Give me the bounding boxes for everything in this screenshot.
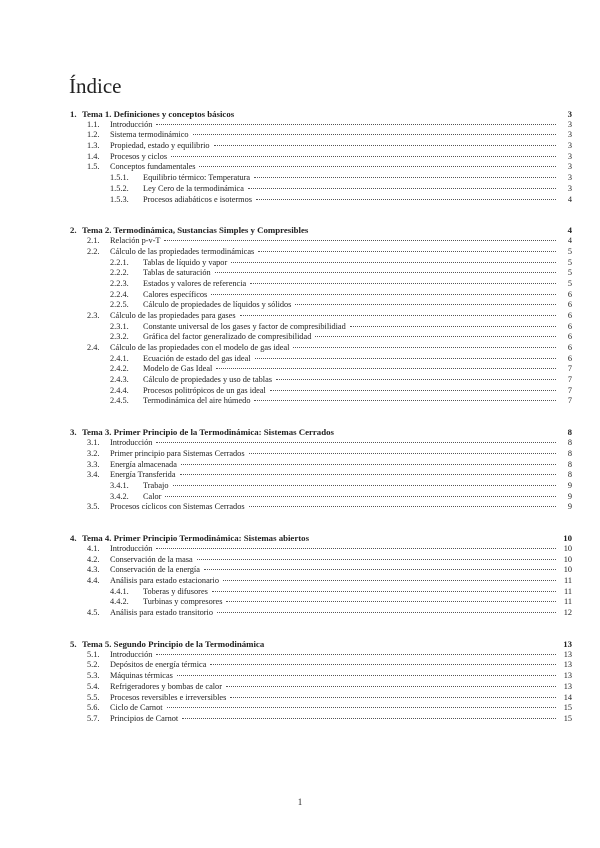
entry-title: Sistema termodinámico [110, 130, 189, 140]
entry-page-number: 8 [567, 459, 572, 469]
entry-page-number: 3 [567, 183, 572, 193]
entry-title: Procesos politrópicos de un gas ideal [143, 385, 266, 395]
entry-title: Turbinas y compresores [143, 597, 223, 607]
entry-title: Cálculo de propiedades de líquidos y sólidos [143, 300, 292, 310]
table-of-contents [70, 109, 572, 725]
dot-leader [193, 134, 556, 135]
entry-title: Refrigeradores y bombas de calor [110, 681, 222, 691]
toc-subsection-entry[interactable] [70, 693, 572, 704]
entry-number: 1.5.1. [110, 173, 129, 183]
toc-subsection-entry[interactable] [70, 364, 572, 375]
toc-subsection-entry[interactable] [70, 195, 572, 206]
toc-subsection-entry[interactable] [70, 332, 572, 343]
dot-leader [164, 240, 556, 241]
entry-number: 2.2. [87, 246, 100, 256]
entry-title: Introducción [110, 119, 153, 129]
entry-title: Máquinas térmicas [110, 671, 173, 681]
entry-page-number: 3 [567, 109, 572, 119]
entry-title: Propiedad, estado y equilibrio [110, 141, 210, 151]
dot-leader [230, 697, 556, 698]
toc-subsection-entry[interactable] [70, 173, 572, 184]
dot-leader [254, 177, 556, 178]
entry-page-number: 13 [563, 671, 572, 681]
dot-leader [214, 145, 556, 146]
dot-leader [249, 453, 556, 454]
entry-page-number: 13 [563, 649, 572, 659]
toc-subsection-entry[interactable] [70, 555, 572, 566]
dot-leader [315, 336, 556, 337]
dot-leader [197, 559, 556, 560]
toc-subsection-entry[interactable] [70, 587, 572, 598]
toc-subsection-entry[interactable] [70, 565, 572, 576]
entry-page-number: 3 [567, 119, 572, 129]
dot-leader [226, 601, 556, 602]
entry-page-number: 4 [567, 236, 572, 246]
toc-subsection-entry[interactable] [70, 660, 572, 671]
toc-subsection-entry[interactable] [70, 597, 572, 608]
entry-number: 5.7. [87, 713, 100, 723]
entry-number: 4. [70, 533, 77, 544]
entry-page-number: 5 [567, 257, 572, 267]
entry-title: Estados y valores de referencia [143, 278, 247, 288]
entry-page-number: 11 [564, 586, 572, 596]
toc-subsection-entry[interactable] [70, 481, 572, 492]
entry-page-number: 7 [567, 375, 572, 385]
dot-leader [216, 368, 556, 369]
entry-title: Cálculo de las propiedades para gases [110, 310, 236, 320]
entry-number: 3.4.1. [110, 480, 129, 490]
entry-number: 2.4.3. [110, 375, 129, 385]
entry-number: 2.4.1. [110, 353, 129, 363]
entry-title: Procesos reversibles e irreversibles [110, 692, 227, 702]
entry-number: 2.2.3. [110, 278, 129, 288]
dot-leader [226, 686, 556, 687]
entry-title: Gráfica del factor generalizado de compresibilidad [143, 332, 312, 342]
entry-number: 4.4.2. [110, 597, 129, 607]
dot-leader [204, 569, 556, 570]
entry-number: 2.4. [87, 343, 100, 353]
dot-leader [173, 485, 556, 486]
entry-title: Tablas de saturación [143, 268, 211, 278]
toc-subsection-entry[interactable] [70, 682, 572, 693]
dot-leader [350, 326, 556, 327]
entry-page-number: 3 [567, 130, 572, 140]
page-number: 1 [297, 797, 303, 807]
entry-number: 3.2. [87, 448, 100, 458]
entry-page-number: 4 [567, 225, 572, 236]
toc-subsection-entry[interactable] [70, 120, 572, 131]
toc-subsection-entry[interactable] [70, 343, 572, 354]
toc-subsection-entry[interactable] [70, 322, 572, 333]
toc-subsection-entry[interactable] [70, 502, 572, 513]
entry-number: 3.5. [87, 502, 100, 512]
entry-page-number: 7 [567, 396, 572, 406]
dot-leader [156, 442, 556, 443]
toc-subsection-entry[interactable] [70, 162, 572, 173]
entry-number: 4.5. [87, 608, 100, 618]
toc-subsection-entry[interactable] [70, 375, 572, 386]
toc-subsection-entry[interactable] [70, 141, 572, 152]
toc-subsection-entry[interactable] [70, 300, 572, 311]
entry-number: 4.4. [87, 576, 100, 586]
entry-page-number: 12 [563, 608, 572, 618]
dot-leader [250, 283, 556, 284]
entry-number: 5.5. [87, 692, 100, 702]
dot-leader [255, 358, 556, 359]
dot-leader [248, 188, 556, 189]
entry-page-number: 9 [567, 491, 572, 501]
entry-title: Ley Cero de la termodinámica [143, 183, 244, 193]
entry-title: Cálculo de las propiedades con el modelo de gas ideal [110, 343, 290, 353]
toc-subsection-entry[interactable] [70, 396, 572, 407]
entry-page-number: 6 [567, 332, 572, 342]
toc-section-entry[interactable] [70, 639, 572, 650]
entry-number: 1. [70, 109, 77, 119]
entry-number: 2.4.5. [110, 396, 129, 406]
entry-number: 3.4.2. [110, 491, 129, 501]
entry-number: 2.4.2. [110, 364, 129, 374]
entry-page-number: 5 [567, 278, 572, 288]
toc-subsection-entry[interactable] [70, 576, 572, 587]
entry-number: 3.1. [87, 438, 100, 448]
toc-subsection-entry[interactable] [70, 650, 572, 661]
entry-page-number: 8 [567, 448, 572, 458]
entry-title: Tablas de líquido y vapor [143, 257, 228, 267]
dot-leader [180, 474, 556, 475]
dot-leader [165, 496, 556, 497]
entry-page-number: 6 [567, 353, 572, 363]
toc-subsection-entry[interactable] [70, 470, 572, 481]
entry-page-number: 7 [567, 364, 572, 374]
entry-number: 2. [70, 225, 77, 236]
entry-page-number: 6 [567, 310, 572, 320]
entry-title: Introducción [110, 543, 153, 553]
dot-leader [156, 654, 556, 655]
entry-title: Procesos adiabáticos e isotermos [143, 194, 252, 204]
entry-number: 3. [70, 427, 77, 438]
entry-title: Calores específicos [143, 289, 208, 299]
entry-page-number: 5 [567, 246, 572, 256]
entry-title: Equilibrio térmico: Temperatura [143, 173, 251, 183]
entry-number: 2.4.4. [110, 385, 129, 395]
entry-page-number: 3 [567, 162, 572, 172]
dot-leader [156, 124, 556, 125]
dot-leader [156, 548, 556, 549]
entry-title: Toberas y difusores [143, 586, 208, 596]
entry-number: 5.6. [87, 703, 100, 713]
entry-title: Cálculo de las propiedades termodinámicas [110, 246, 255, 256]
entry-title: Procesos y ciclos [110, 151, 168, 161]
entry-number: 5.3. [87, 671, 100, 681]
entry-page-number: 10 [563, 543, 572, 553]
dot-leader [254, 400, 556, 401]
entry-page-number: 11 [564, 597, 572, 607]
entry-page-number: 3 [567, 173, 572, 183]
dot-leader [171, 156, 556, 157]
dot-leader [167, 707, 556, 708]
entry-title: Principios de Carnot [110, 713, 179, 723]
entry-number: 5.2. [87, 660, 100, 670]
toc-section-entry[interactable] [70, 109, 572, 120]
entry-number: 3.4. [87, 470, 100, 480]
toc-subsection-entry[interactable] [70, 152, 572, 163]
entry-number: 4.3. [87, 565, 100, 575]
entry-number: 1.1. [87, 119, 100, 129]
entry-number: 4.2. [87, 554, 100, 564]
entry-title: Cálculo de propiedades y uso de tablas [143, 375, 273, 385]
entry-title: Primer principio para Sistemas Cerrados [110, 448, 245, 458]
entry-number: 4.4.1. [110, 586, 129, 596]
toc-subsection-entry[interactable] [70, 714, 572, 725]
entry-title: Calor [143, 491, 162, 501]
entry-number: 1.5.3. [110, 194, 129, 204]
entry-number: 5. [70, 639, 77, 650]
entry-page-number: 6 [567, 300, 572, 310]
entry-number: 2.1. [87, 236, 100, 246]
dot-leader [210, 664, 556, 665]
entry-title: Relación p-v-T [110, 236, 161, 246]
entry-page-number: 4 [567, 194, 572, 204]
entry-title: Ciclo de Carnot [110, 703, 163, 713]
entry-page-number: 10 [563, 554, 572, 564]
entry-title: Conservación de la masa [110, 554, 193, 564]
toc-subsection-entry[interactable] [70, 492, 572, 503]
dot-leader [223, 580, 556, 581]
toc-subsection-entry[interactable] [70, 438, 572, 449]
toc-subsection-entry[interactable] [70, 671, 572, 682]
entry-title: Conservación de la energía [110, 565, 200, 575]
dot-leader [249, 506, 556, 507]
dot-leader [182, 718, 556, 719]
entry-title: Tema 5. Segundo Principio de la Termodinámica [82, 639, 265, 650]
entry-page-number: 6 [567, 289, 572, 299]
entry-number: 1.3. [87, 141, 100, 151]
entry-page-number: 13 [563, 639, 572, 650]
entry-page-number: 11 [564, 576, 572, 586]
toc-subsection-entry[interactable] [70, 130, 572, 141]
entry-title: Tema 2. Termodinámica, Sustancias Simples y Compresibles [82, 225, 309, 236]
entry-number: 2.2.1. [110, 257, 129, 267]
entry-page-number: 3 [567, 151, 572, 161]
entry-title: Ecuación de estado del gas ideal [143, 353, 251, 363]
entry-title: Procesos cíclicos con Sistemas Cerrados [110, 502, 245, 512]
toc-subsection-entry[interactable] [70, 258, 572, 269]
entry-number: 2.2.2. [110, 268, 129, 278]
entry-page-number: 14 [563, 692, 572, 702]
dot-leader [211, 294, 556, 295]
toc-subsection-entry[interactable] [70, 268, 572, 279]
entry-page-number: 13 [563, 681, 572, 691]
entry-page-number: 6 [567, 321, 572, 331]
dot-leader [181, 464, 556, 465]
entry-page-number: 15 [563, 713, 572, 723]
dot-leader [293, 347, 556, 348]
entry-title: Modelo de Gas Ideal [143, 364, 213, 374]
entry-title: Constante universal de los gases y factor de compresibilidiad [143, 321, 346, 331]
toc-section-entry[interactable] [70, 533, 572, 544]
entry-title: Introducción [110, 438, 153, 448]
toc-subsection-entry[interactable] [70, 311, 572, 322]
dot-leader [258, 251, 556, 252]
toc-subsection-entry[interactable] [70, 608, 572, 619]
dot-leader [276, 379, 556, 380]
entry-number: 2.2.4. [110, 289, 129, 299]
toc-subsection-entry[interactable] [70, 290, 572, 301]
toc-subsection-entry[interactable] [70, 247, 572, 258]
entry-number: 5.4. [87, 681, 100, 691]
entry-number: 2.3. [87, 310, 100, 320]
dot-leader [231, 262, 556, 263]
entry-number: 2.3.1. [110, 321, 129, 331]
toc-subsection-entry[interactable] [70, 236, 572, 247]
entry-page-number: 3 [567, 141, 572, 151]
toc-subsection-entry[interactable] [70, 449, 572, 460]
toc-subsection-entry[interactable] [70, 460, 572, 471]
entry-number: 1.4. [87, 151, 100, 161]
entry-page-number: 8 [567, 470, 572, 480]
entry-title: Energía almacenada [110, 459, 177, 469]
dot-leader [240, 315, 556, 316]
entry-number: 2.2.5. [110, 300, 129, 310]
toc-subsection-entry[interactable] [70, 279, 572, 290]
entry-title: Energía Transferida [110, 470, 176, 480]
entry-page-number: 8 [567, 427, 572, 438]
entry-title: Tema 3. Primer Principio de la Termodinámica: Sistemas Cerrados [82, 427, 334, 438]
dot-leader [217, 612, 556, 613]
toc-section-entry[interactable] [70, 427, 572, 438]
entry-page-number: 15 [563, 703, 572, 713]
entry-page-number: 9 [567, 480, 572, 490]
toc-subsection-entry[interactable] [70, 703, 572, 714]
entry-title: Depósitos de energía térmica [110, 660, 207, 670]
dot-leader [256, 199, 556, 200]
entry-page-number: 8 [567, 438, 572, 448]
entry-page-number: 10 [563, 565, 572, 575]
page-title: Índice [69, 74, 122, 98]
entry-number: 5.1. [87, 649, 100, 659]
entry-page-number: 10 [563, 533, 572, 544]
dot-leader [212, 591, 556, 592]
entry-number: 3.3. [87, 459, 100, 469]
entry-page-number: 9 [567, 502, 572, 512]
dot-leader [199, 166, 556, 167]
entry-page-number: 5 [567, 268, 572, 278]
entry-number: 1.2. [87, 130, 100, 140]
entry-title: Conceptos fundamentales [110, 162, 196, 172]
entry-title: Análisis para estado estacionario [110, 576, 219, 586]
entry-title: Análisis para estado transitorio [110, 608, 213, 618]
dot-leader [295, 304, 556, 305]
entry-number: 1.5.2. [110, 183, 129, 193]
entry-title: Termodinámica del aire húmedo [143, 396, 251, 406]
entry-number: 4.1. [87, 543, 100, 553]
entry-page-number: 6 [567, 343, 572, 353]
toc-section-entry[interactable] [70, 225, 572, 236]
toc-subsection-entry[interactable] [70, 386, 572, 397]
dot-leader [215, 272, 556, 273]
entry-page-number: 13 [563, 660, 572, 670]
entry-title: Introducción [110, 649, 153, 659]
entry-title: Tema 4. Primer Principio Termodinámica: Sistemas abiertos [82, 533, 309, 544]
entry-number: 2.3.2. [110, 332, 129, 342]
dot-leader [270, 390, 556, 391]
entry-title: Trabajo [143, 480, 169, 490]
toc-subsection-entry[interactable] [70, 184, 572, 195]
entry-title: Tema 1. Definiciones y conceptos básicos [82, 109, 235, 119]
entry-number: 1.5. [87, 162, 100, 172]
dot-leader [177, 675, 556, 676]
toc-subsection-entry[interactable] [70, 544, 572, 555]
toc-subsection-entry[interactable] [70, 354, 572, 365]
entry-page-number: 7 [567, 385, 572, 395]
